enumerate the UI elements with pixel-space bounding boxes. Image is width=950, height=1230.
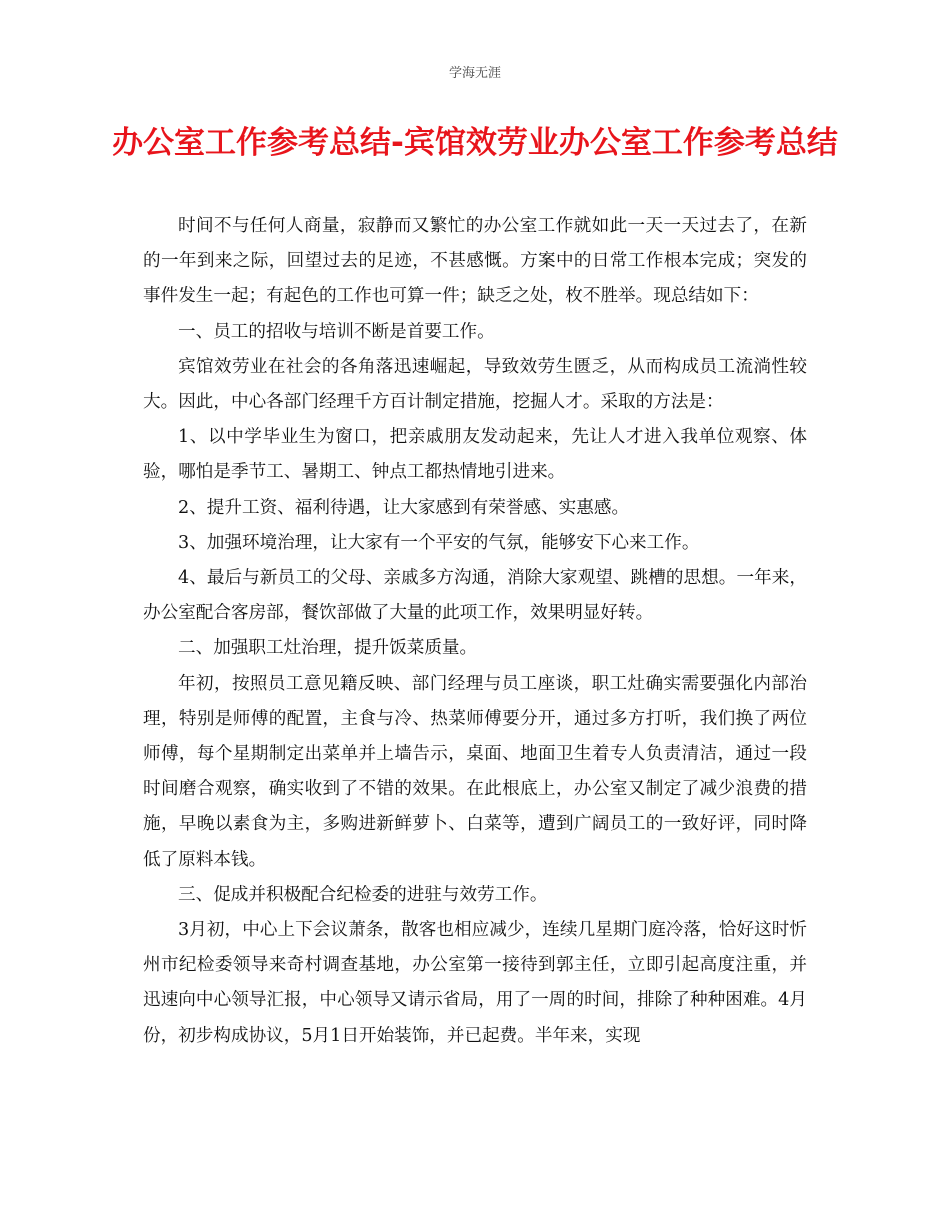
section-heading-2: 二、加强职工灶治理，提升饭菜质量。 (178, 638, 478, 659)
section-heading-3: 三、促成并积极配合纪检委的进驻与效劳工作。 (178, 884, 548, 905)
paragraph-intro: 时间不与任何人商量，寂静而又繁忙的办公室工作就如此一天一天过去了，在新的一年到来之际，回望过去的足迹，不甚感慨。方案中的日常工作根本完成；突发的事件发生一起；有起色的工作也可算一件；缺乏之处，枚不胜举。现总结如下： (143, 216, 807, 307)
list-item: 2、提升工资、福利待遇，让大家感到有荣誉感、实惠感。 (178, 497, 630, 518)
page-header: 学海无涯 (448, 66, 501, 81)
list-item: 3、加强环境治理，让大家有一个平安的气氛，能够安下心来工作。 (178, 532, 700, 553)
list-item: 1、以中学毕业生为窗口，把亲戚朋友发动起来，先让人才进入我单位观察、体验，哪怕是季节工、暑期工、钟点工都热情地引进来。 (143, 427, 807, 483)
list-item: 4、最后与新员工的父母、亲戚多方沟通，消除大家观望、跳槽的思想。一年来，办公室配合客房部，餐饮部做了大量的此项工作，效果明显好转。 (143, 568, 807, 624)
document-body (143, 209, 807, 1054)
section-heading-1: 一、员工的招收与培训不断是首要工作。 (178, 321, 495, 342)
paragraph: 3月初，中心上下会议萧条，散客也相应减少，连续几星期门庭冷落，恰好这时忻州市纪检委领导来奇村调查基地，办公室第一接待到郭主任，立即引起高度注重，并迅速向中心领导汇报，中心领导又请示省局，用了一周的时间，排除了种种困难。4月份，初步构成协议，5月1日开始装饰，并已起费。半年来，实现 (143, 920, 807, 1046)
paragraph: 年初，按照员工意见籍反映、部门经理与员工座谈，职工灶确实需要强化内部治理，特别是师傅的配置，主食与冷、热菜师傅要分开，通过多方打听，我们换了两位师傅，每个星期制定出菜单并上墙告示，桌面、地面卫生着专人负责清洁，通过一段时间磨合观察，确实收到了不错的效果。在此根底上，办公室又制定了减少浪费的措施，早晚以素食为主，多购进新鲜萝卜、白菜等，遭到广阔员工的一致好评，同时降低了原料本钱。 (143, 673, 807, 870)
paragraph: 宾馆效劳业在社会的各角落迅速崛起，导致效劳生匮乏，从而构成员工流淌性较大。因此，中心各部门经理千方百计制定措施，挖掘人才。采取的方法是： (143, 356, 807, 413)
document-title: 办公室工作参考总结-宾馆效劳业办公室工作参考总结 (112, 125, 838, 161)
